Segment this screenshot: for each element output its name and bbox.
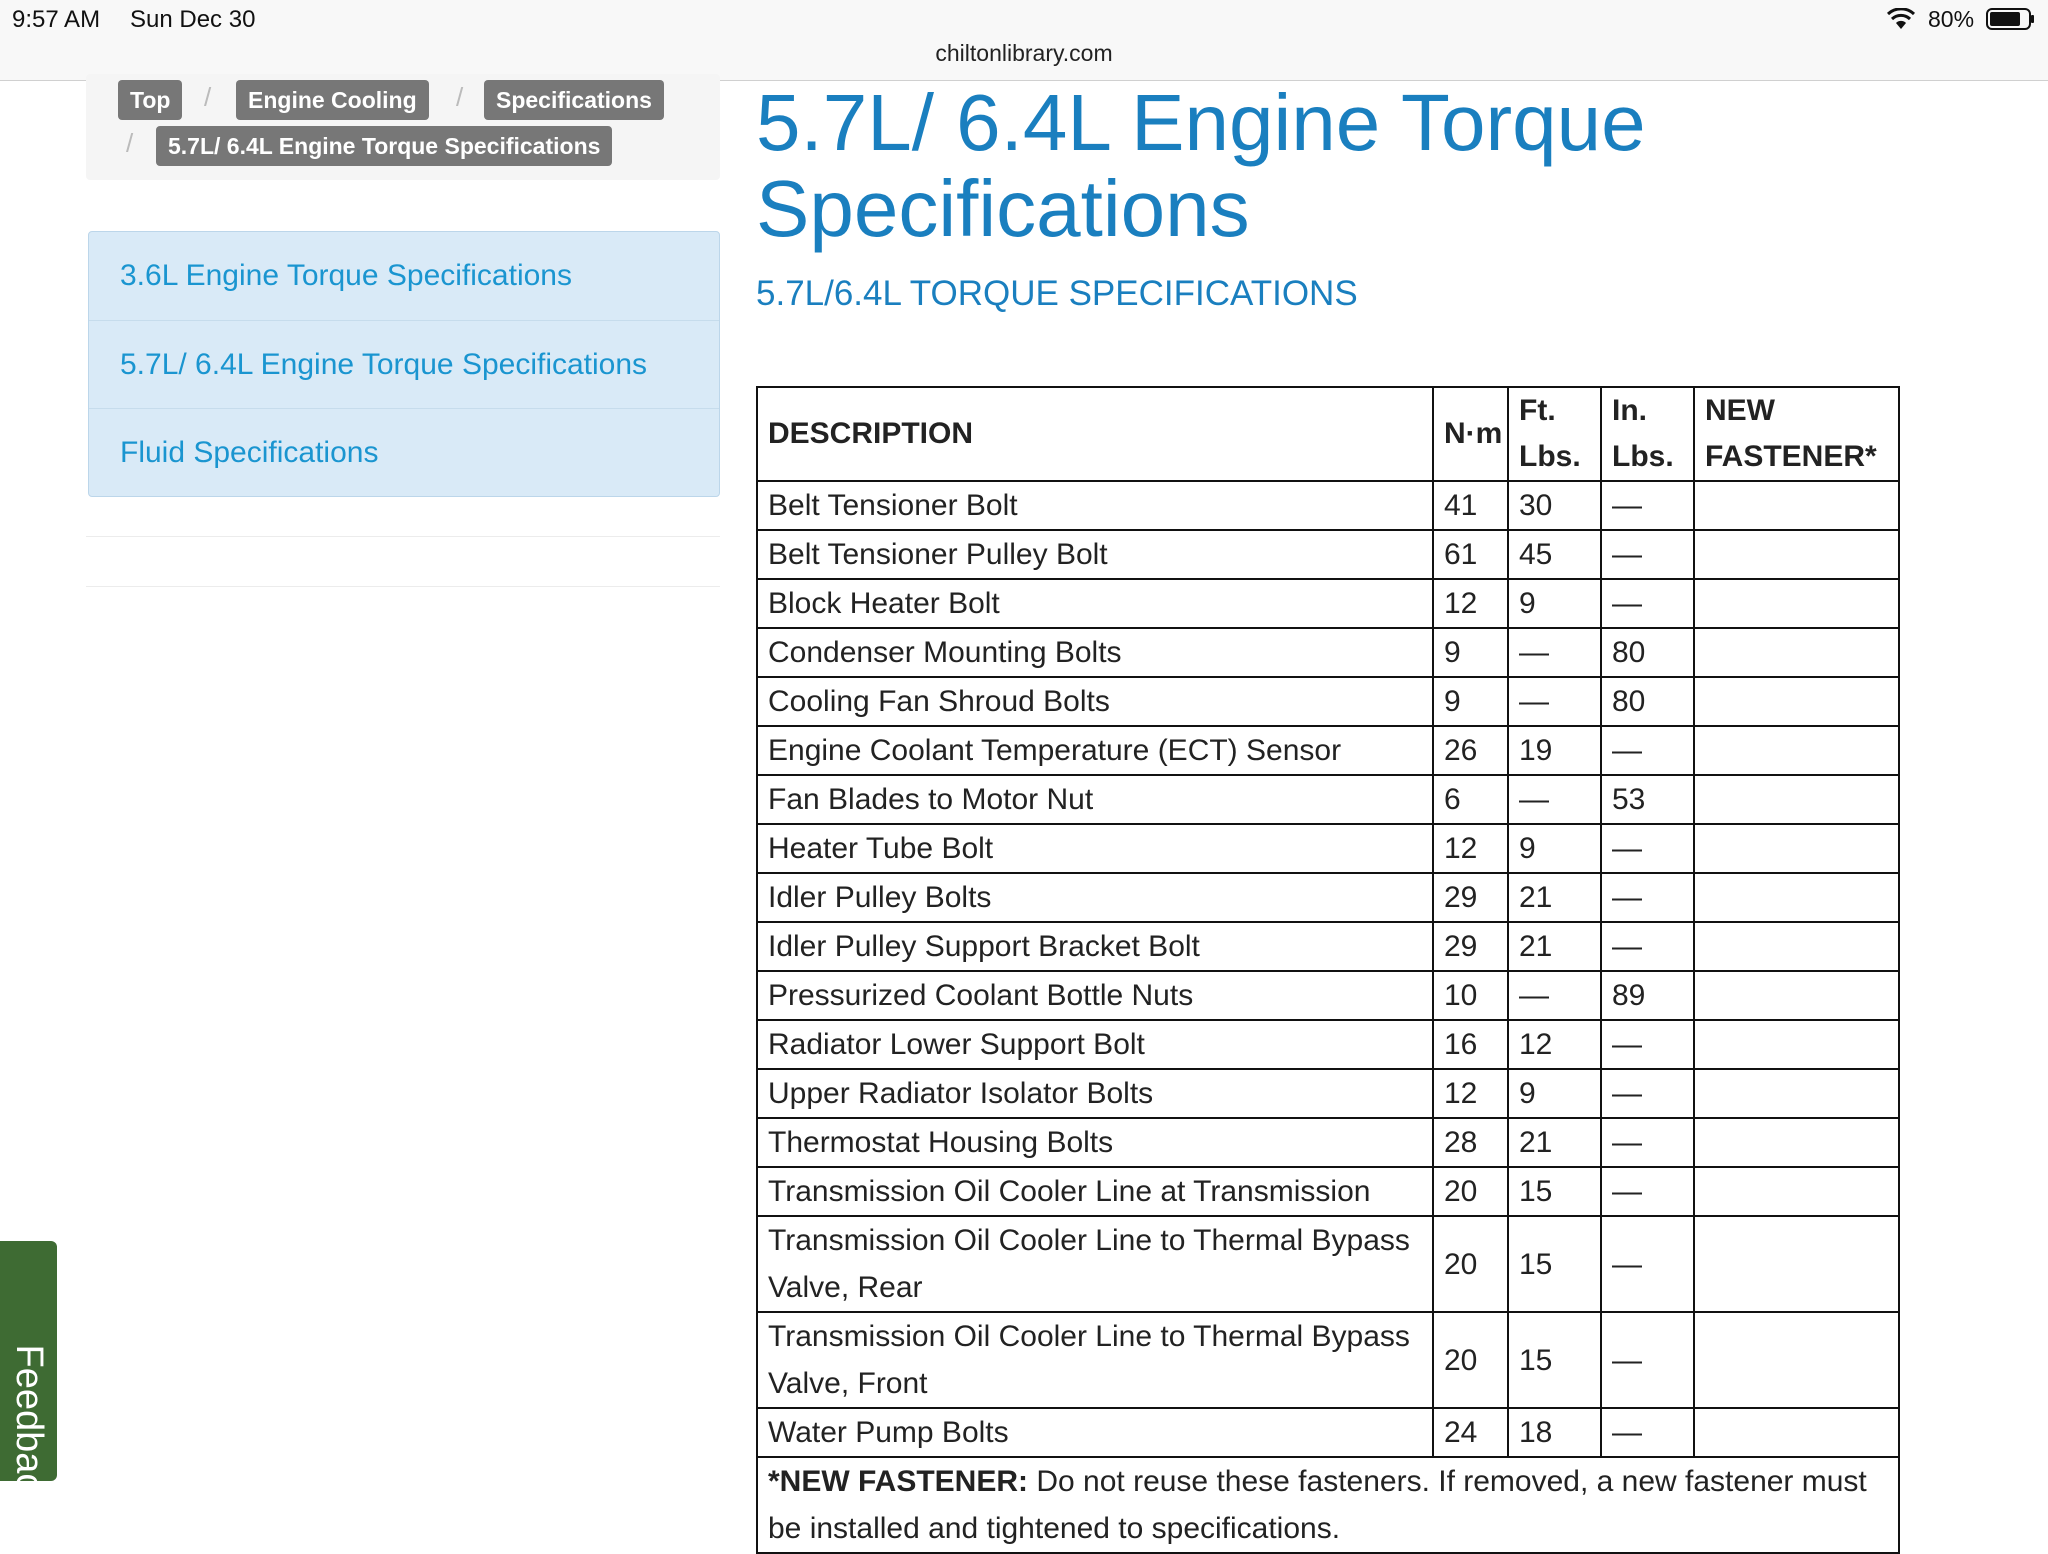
table-row	[757, 1167, 1899, 1216]
header-ft-lbs: Ft. Lbs.	[1508, 387, 1601, 481]
sidebar-item-fluid-specs[interactable]: Fluid Specifications	[89, 408, 719, 496]
table-row	[757, 873, 1899, 922]
cell-ft-lbs: 9	[1508, 579, 1601, 628]
cell-ft-lbs: 9	[1508, 824, 1601, 873]
cell-ft-lbs: 15	[1508, 1216, 1601, 1312]
cell-in-lbs: —	[1601, 579, 1694, 628]
cell-in-lbs: —	[1601, 726, 1694, 775]
breadcrumb-current: 5.7L/ 6.4L Engine Torque Specifications	[156, 126, 612, 166]
breadcrumb-specifications[interactable]: Specifications	[484, 80, 664, 120]
torque-spec-table	[756, 386, 1900, 1554]
cell-description: Transmission Oil Cooler Line to Thermal Bypass Valve, Rear	[757, 1216, 1433, 1312]
cell-nm: 20	[1433, 1312, 1508, 1408]
cell-ft-lbs: 21	[1508, 873, 1601, 922]
sidebar-item-5-7l-torque[interactable]: 5.7L/ 6.4L Engine Torque Specifications	[89, 320, 719, 408]
cell-nm: 12	[1433, 579, 1508, 628]
table-row	[757, 1020, 1899, 1069]
cell-nm: 6	[1433, 775, 1508, 824]
table-row	[757, 1312, 1899, 1408]
cell-description: Belt Tensioner Pulley Bolt	[757, 530, 1433, 579]
cell-ft-lbs: —	[1508, 628, 1601, 677]
cell-new-fastener	[1694, 677, 1899, 726]
battery-icon	[1986, 8, 2036, 30]
cell-description: Belt Tensioner Bolt	[757, 481, 1433, 530]
cell-nm: 29	[1433, 922, 1508, 971]
header-new-fastener: NEW FASTENER*	[1694, 387, 1899, 481]
cell-new-fastener	[1694, 726, 1899, 775]
cell-ft-lbs: 18	[1508, 1408, 1601, 1457]
cell-description: Condenser Mounting Bolts	[757, 628, 1433, 677]
breadcrumb-top[interactable]: Top	[118, 80, 182, 120]
cell-nm: 10	[1433, 971, 1508, 1020]
cell-new-fastener	[1694, 628, 1899, 677]
footnote	[757, 1457, 1899, 1553]
cell-new-fastener	[1694, 1069, 1899, 1118]
breadcrumb-engine-cooling[interactable]: Engine Cooling	[236, 80, 429, 120]
cell-ft-lbs: 15	[1508, 1167, 1601, 1216]
table-footnote-row	[757, 1457, 1899, 1553]
cell-ft-lbs: 45	[1508, 530, 1601, 579]
cell-new-fastener	[1694, 971, 1899, 1020]
cell-description: Water Pump Bolts	[757, 1408, 1433, 1457]
cell-in-lbs: —	[1601, 1167, 1694, 1216]
section-subtitle: 5.7L/6.4L TORQUE SPECIFICATIONS	[756, 274, 1358, 313]
cell-nm: 20	[1433, 1167, 1508, 1216]
wifi-icon	[1886, 8, 1916, 30]
table-row	[757, 922, 1899, 971]
cell-in-lbs: —	[1601, 1118, 1694, 1167]
table-row	[757, 481, 1899, 530]
table-row	[757, 1216, 1899, 1312]
cell-nm: 28	[1433, 1118, 1508, 1167]
cell-in-lbs: —	[1601, 1216, 1694, 1312]
battery-percent: 80%	[1928, 6, 1975, 32]
cell-nm: 12	[1433, 1069, 1508, 1118]
header-in-lbs: In. Lbs.	[1601, 387, 1694, 481]
cell-description: Idler Pulley Support Bracket Bolt	[757, 922, 1433, 971]
cell-in-lbs: 89	[1601, 971, 1694, 1020]
cell-ft-lbs: 21	[1508, 922, 1601, 971]
cell-nm: 24	[1433, 1408, 1508, 1457]
cell-in-lbs: —	[1601, 922, 1694, 971]
table-row	[757, 530, 1899, 579]
cell-in-lbs: —	[1601, 530, 1694, 579]
cell-ft-lbs: —	[1508, 971, 1601, 1020]
cell-description: Pressurized Coolant Bottle Nuts	[757, 971, 1433, 1020]
cell-nm: 16	[1433, 1020, 1508, 1069]
cell-ft-lbs: 19	[1508, 726, 1601, 775]
cell-description: Engine Coolant Temperature (ECT) Sensor	[757, 726, 1433, 775]
cell-nm: 20	[1433, 1216, 1508, 1312]
sidebar-nav	[88, 231, 720, 497]
cell-in-lbs: —	[1601, 873, 1694, 922]
breadcrumb	[86, 74, 720, 180]
breadcrumb-separator: /	[204, 82, 212, 112]
cell-new-fastener	[1694, 1118, 1899, 1167]
table-header-row	[757, 387, 1899, 481]
table-row	[757, 677, 1899, 726]
cell-ft-lbs: 30	[1508, 481, 1601, 530]
footnote-label: *NEW FASTENER:	[768, 1465, 1029, 1498]
breadcrumb-separator: /	[126, 128, 134, 158]
cell-nm: 29	[1433, 873, 1508, 922]
cell-nm: 9	[1433, 677, 1508, 726]
cell-nm: 61	[1433, 530, 1508, 579]
cell-nm: 26	[1433, 726, 1508, 775]
cell-in-lbs: —	[1601, 1020, 1694, 1069]
header-nm: N·m	[1433, 387, 1508, 481]
table-row	[757, 824, 1899, 873]
table-row	[757, 1069, 1899, 1118]
cell-new-fastener	[1694, 873, 1899, 922]
cell-new-fastener	[1694, 530, 1899, 579]
cell-description: Block Heater Bolt	[757, 579, 1433, 628]
cell-ft-lbs: 15	[1508, 1312, 1601, 1408]
cell-description: Transmission Oil Cooler Line at Transmission	[757, 1167, 1433, 1216]
table-row	[757, 971, 1899, 1020]
cell-new-fastener	[1694, 922, 1899, 971]
cell-nm: 41	[1433, 481, 1508, 530]
cell-new-fastener	[1694, 1312, 1899, 1408]
cell-new-fastener	[1694, 775, 1899, 824]
cell-new-fastener	[1694, 824, 1899, 873]
feedback-button[interactable]	[0, 1241, 57, 1512]
cell-ft-lbs: 21	[1508, 1118, 1601, 1167]
cell-new-fastener	[1694, 579, 1899, 628]
feedback-label: Feedback	[8, 1344, 50, 1512]
cell-new-fastener	[1694, 1020, 1899, 1069]
header-description: DESCRIPTION	[757, 387, 1433, 481]
cell-description: Cooling Fan Shroud Bolts	[757, 677, 1433, 726]
table-row	[757, 628, 1899, 677]
table-row	[757, 1408, 1899, 1457]
cell-in-lbs: —	[1601, 1312, 1694, 1408]
cell-new-fastener	[1694, 1408, 1899, 1457]
table-row	[757, 726, 1899, 775]
cell-ft-lbs: 12	[1508, 1020, 1601, 1069]
cell-nm: 9	[1433, 628, 1508, 677]
cell-new-fastener	[1694, 1216, 1899, 1312]
cell-description: Heater Tube Bolt	[757, 824, 1433, 873]
cell-ft-lbs: —	[1508, 775, 1601, 824]
cell-nm: 12	[1433, 824, 1508, 873]
divider	[86, 586, 720, 587]
cell-description: Fan Blades to Motor Nut	[757, 775, 1433, 824]
cell-ft-lbs: —	[1508, 677, 1601, 726]
divider	[86, 536, 720, 537]
cell-in-lbs: 53	[1601, 775, 1694, 824]
cell-in-lbs: —	[1601, 1408, 1694, 1457]
cell-in-lbs: 80	[1601, 677, 1694, 726]
status-date: Sun Dec 30	[130, 6, 256, 33]
cell-in-lbs: —	[1601, 1069, 1694, 1118]
sidebar-item-3-6l-torque[interactable]: 3.6L Engine Torque Specifications	[120, 259, 572, 292]
table-row	[757, 1118, 1899, 1167]
cell-ft-lbs: 9	[1508, 1069, 1601, 1118]
footnote-text: Do not reuse these fasteners. If removed, a new fastener must be installed and tightened to specifications.	[768, 1465, 1867, 1545]
cell-in-lbs: —	[1601, 481, 1694, 530]
cell-in-lbs: 80	[1601, 628, 1694, 677]
table-row	[757, 775, 1899, 824]
status-time: 9:57 AM	[12, 6, 101, 33]
page-title: 5.7L/ 6.4L Engine Torque Specifications	[756, 78, 1646, 253]
cell-new-fastener	[1694, 481, 1899, 530]
cell-description: Radiator Lower Support Bolt	[757, 1020, 1433, 1069]
status-bar	[0, 0, 2048, 81]
cell-description: Thermostat Housing Bolts	[757, 1118, 1433, 1167]
cell-description: Upper Radiator Isolator Bolts	[757, 1069, 1433, 1118]
address-bar[interactable]: chiltonlibrary.com	[935, 40, 1113, 66]
table-row	[757, 579, 1899, 628]
cell-description: Transmission Oil Cooler Line to Thermal Bypass Valve, Front	[757, 1312, 1433, 1408]
cell-new-fastener	[1694, 1167, 1899, 1216]
cell-in-lbs: —	[1601, 824, 1694, 873]
cell-description: Idler Pulley Bolts	[757, 873, 1433, 922]
breadcrumb-separator: /	[456, 82, 464, 112]
